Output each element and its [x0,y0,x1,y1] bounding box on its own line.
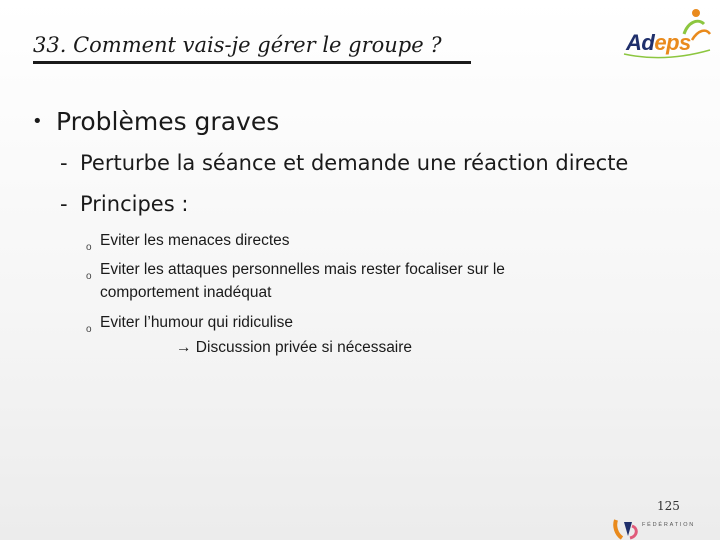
principle-marker: o [86,242,92,253]
adeps-wordmark: Adeps [626,30,691,55]
sub-item [60,151,628,175]
main-bullet-text: Problèmes graves [56,107,280,136]
principle-marker: o [86,324,92,335]
bullet-dot-icon: • [32,111,43,132]
page-number: 125 [657,499,680,513]
slide-title: 33. Comment vais-je gérer le groupe ? [33,33,442,57]
sub-item-text: Principes : [80,192,189,216]
title-underline [33,61,471,64]
principle-text-continued: comportement inadéquat [100,284,272,301]
adeps-logo [622,4,714,68]
principle-text: Eviter l’humour qui ridiculise [100,314,293,331]
main-bullet [32,107,279,136]
principle-item [86,229,646,252]
sub-item-marker: - [60,192,68,216]
principle-marker: o [86,271,92,282]
sub-item [60,192,188,216]
principle-item [86,311,646,334]
federation-text: FÉDÉRATION [642,522,696,528]
sub-item-marker: - [60,151,68,175]
principle-text: Eviter les attaques personnelles mais rester focaliser sur le [100,261,505,278]
sub-item-text: Perturbe la séance et demande une réaction directe [80,151,629,175]
federation-logo [612,516,720,540]
arrow-note: → Discussion privée si nécessaire [176,339,413,356]
principle-item [86,258,646,304]
federation-emblem-icon [612,516,640,540]
principle-text: Eviter les menaces directes [100,232,290,249]
